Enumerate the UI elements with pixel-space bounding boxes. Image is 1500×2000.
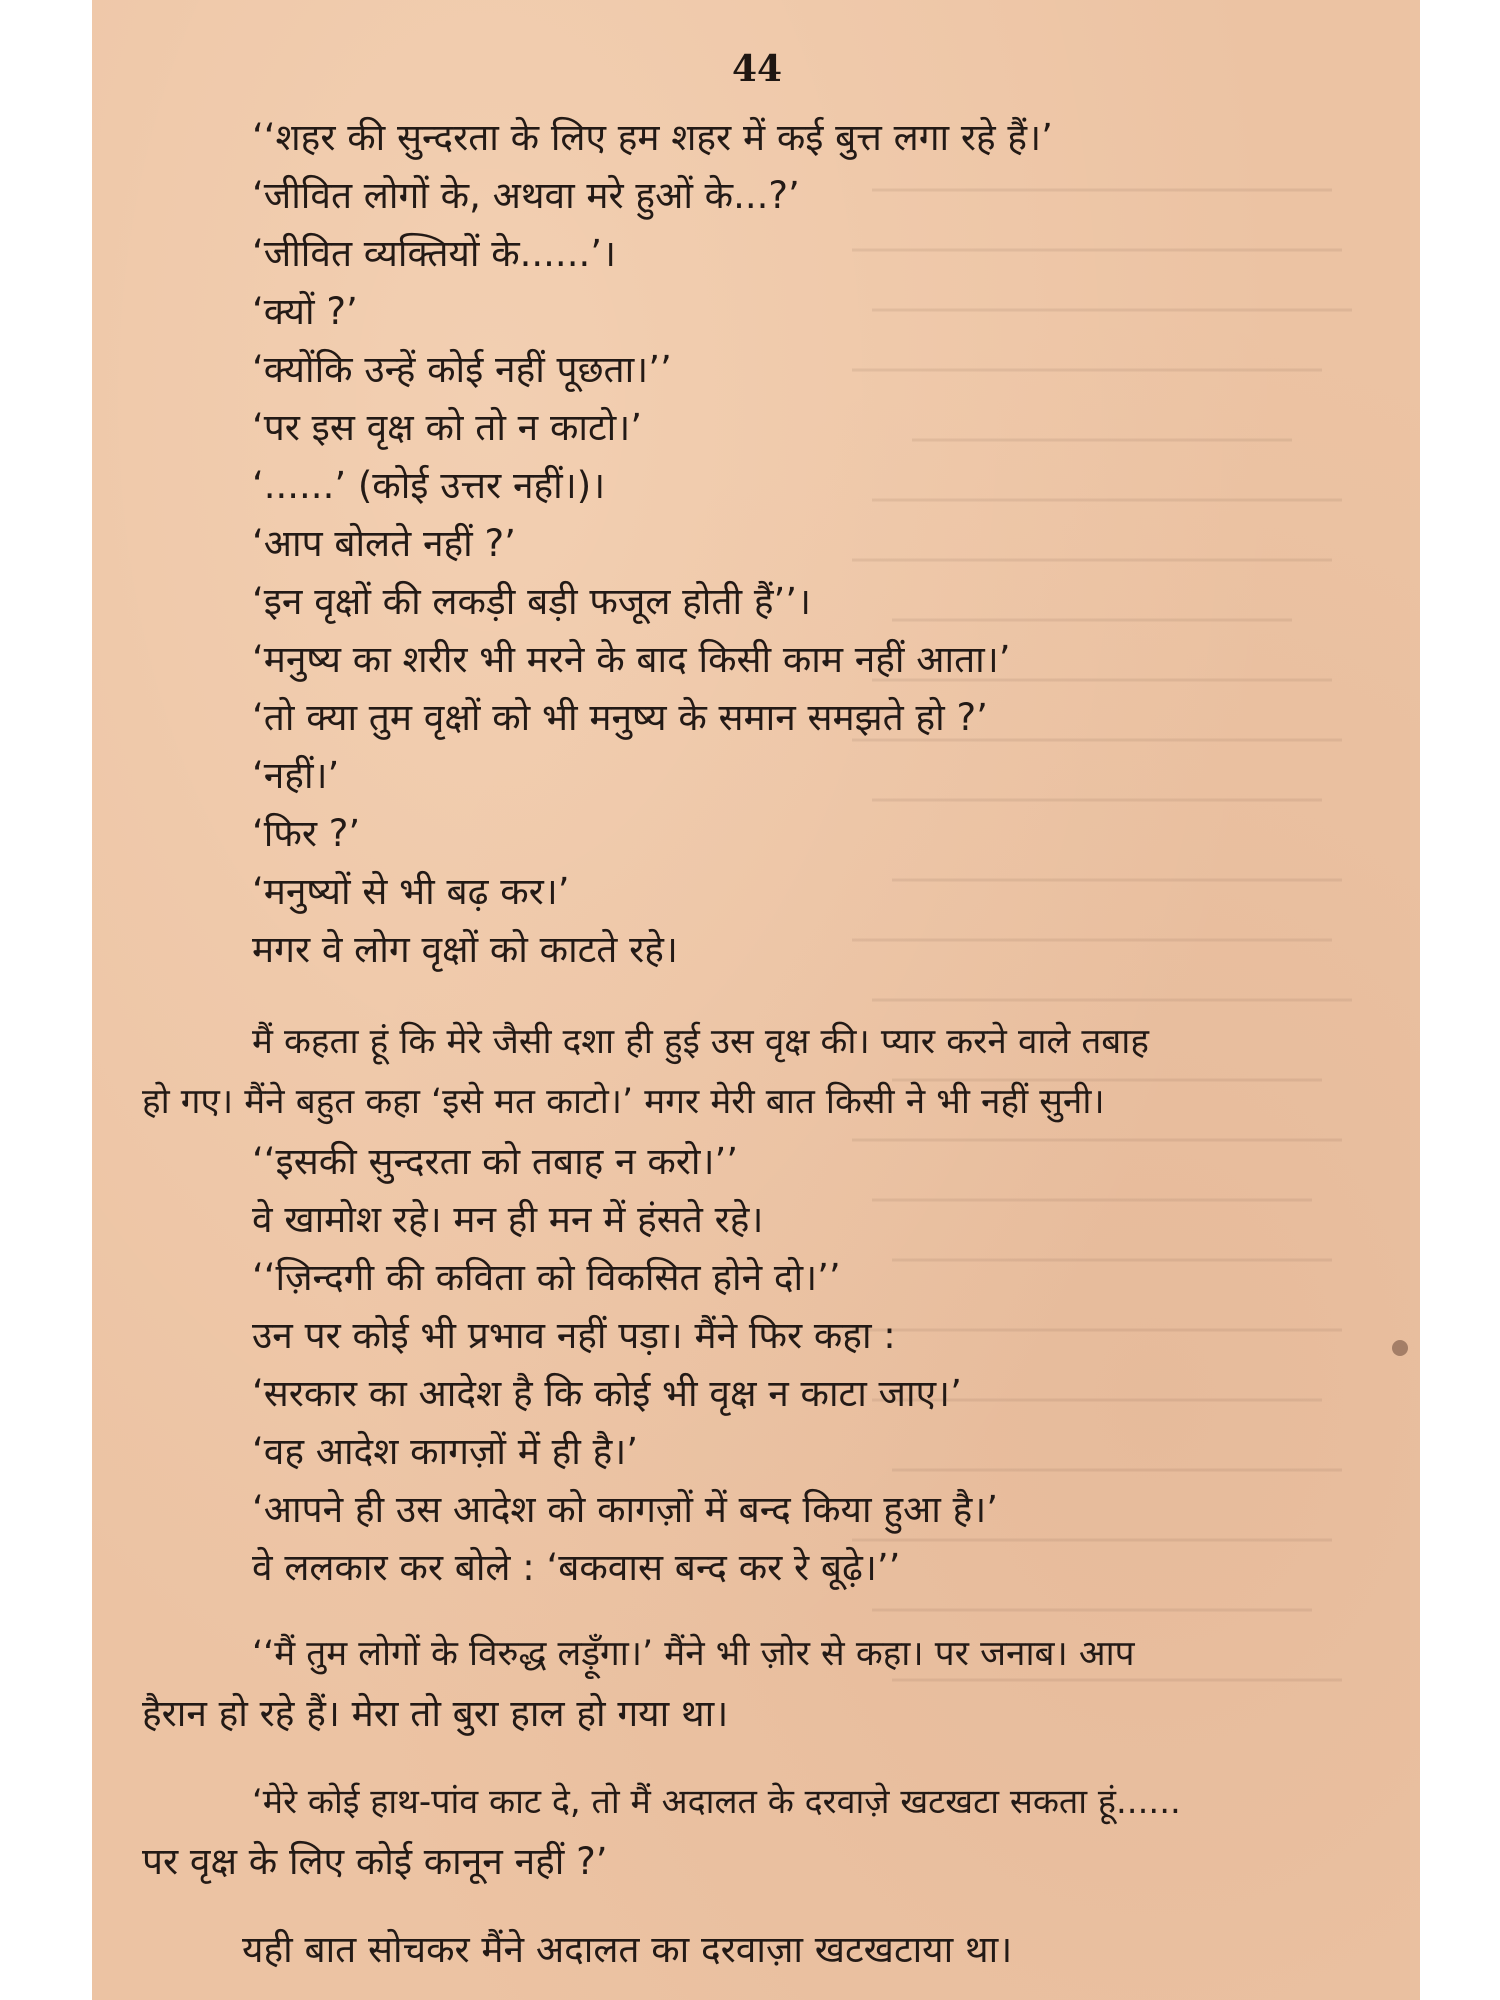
text-line-29: पर वृक्ष के लिए कोई कानून नहीं ?’ [142, 1840, 608, 1883]
text-line-9: ‘इन वृक्षों की लकड़ी बड़ी फजूल होती हैं’’। [252, 580, 812, 623]
text-line-6: ‘पर इस वृक्ष को तो न काटो।’ [252, 406, 642, 449]
text-line-7: ‘......’ (कोई उत्तर नहीं।)। [252, 464, 606, 507]
text-line-30: यही बात सोचकर मैंने अदालत का दरवाज़ा खटखटाया था। [242, 1928, 1013, 1971]
text-line-13: ‘फिर ?’ [252, 812, 361, 855]
text-line-17: हो गए। मैंने बहुत कहा ‘इसे मत काटो।’ मगर मेरी बात किसी ने भी नहीं सुनी। [142, 1082, 1105, 1122]
text-line-2: ‘जीवित लोगों के, अथवा मरे हुओं के...?’ [252, 174, 800, 217]
text-line-14: ‘मनुष्यों से भी बढ़ कर।’ [252, 870, 570, 913]
book-page [92, 0, 1420, 2000]
text-line-12: ‘नहीं।’ [252, 754, 340, 797]
text-line-1: ‘‘शहर की सुन्दरता के लिए हम शहर में कई बुत्त लगा रहे हैं।’ [252, 116, 1053, 159]
text-line-18: ‘‘इसकी सुन्दरता को तबाह न करो।’’ [252, 1140, 739, 1183]
text-line-3: ‘जीवित व्यक्तियों के......’। [252, 232, 616, 275]
text-line-19: वे खामोश रहे। मन ही मन में हंसते रहे। [252, 1198, 764, 1241]
text-line-26: ‘‘मैं तुम लोगों के विरुद्ध लड़ूँगा।’ मैंने भी ज़ोर से कहा। पर जनाब। आप [252, 1634, 1135, 1674]
text-line-16: मैं कहता हूं कि मेरे जैसी दशा ही हुई उस वृक्ष की। प्यार करने वाले तबाह [252, 1022, 1149, 1062]
page-number: 44 [732, 48, 783, 90]
text-line-23: ‘वह आदेश कागज़ों में ही है।’ [252, 1430, 639, 1473]
text-line-25: वे ललकार कर बोले : ‘बकवास बन्द कर रे बूढ़े।’’ [252, 1546, 901, 1589]
text-line-4: ‘क्यों ?’ [252, 290, 358, 333]
text-line-21: उन पर कोई भी प्रभाव नहीं पड़ा। मैंने फिर कहा : [252, 1314, 896, 1357]
text-line-27: हैरान हो रहे हैं। मेरा तो बुरा हाल हो गया था। [142, 1692, 729, 1735]
text-line-5: ‘क्योंकि उन्हें कोई नहीं पूछता।’’ [252, 348, 672, 391]
text-line-8: ‘आप बोलते नहीं ?’ [252, 522, 516, 565]
text-line-20: ‘‘ज़िन्दगी की कविता को विकसित होने दो।’’ [252, 1256, 841, 1299]
text-line-10: ‘मनुष्य का शरीर भी मरने के बाद किसी काम नहीं आता।’ [252, 638, 1011, 681]
text-line-22: ‘सरकार का आदेश है कि कोई भी वृक्ष न काटा जाए।’ [252, 1372, 962, 1415]
ink-spot [1392, 1340, 1408, 1356]
text-line-11: ‘तो क्या तुम वृक्षों को भी मनुष्य के समान समझते हो ?’ [252, 696, 988, 739]
text-line-24: ‘आपने ही उस आदेश को कागज़ों में बन्द किया हुआ है।’ [252, 1488, 999, 1531]
text-line-15: मगर वे लोग वृक्षों को काटते रहे। [252, 928, 678, 971]
text-line-28: ‘मेरे कोई हाथ-पांव काट दे, तो मैं अदालत के दरवाज़े खटखटा सकता हूं...... [252, 1782, 1181, 1822]
